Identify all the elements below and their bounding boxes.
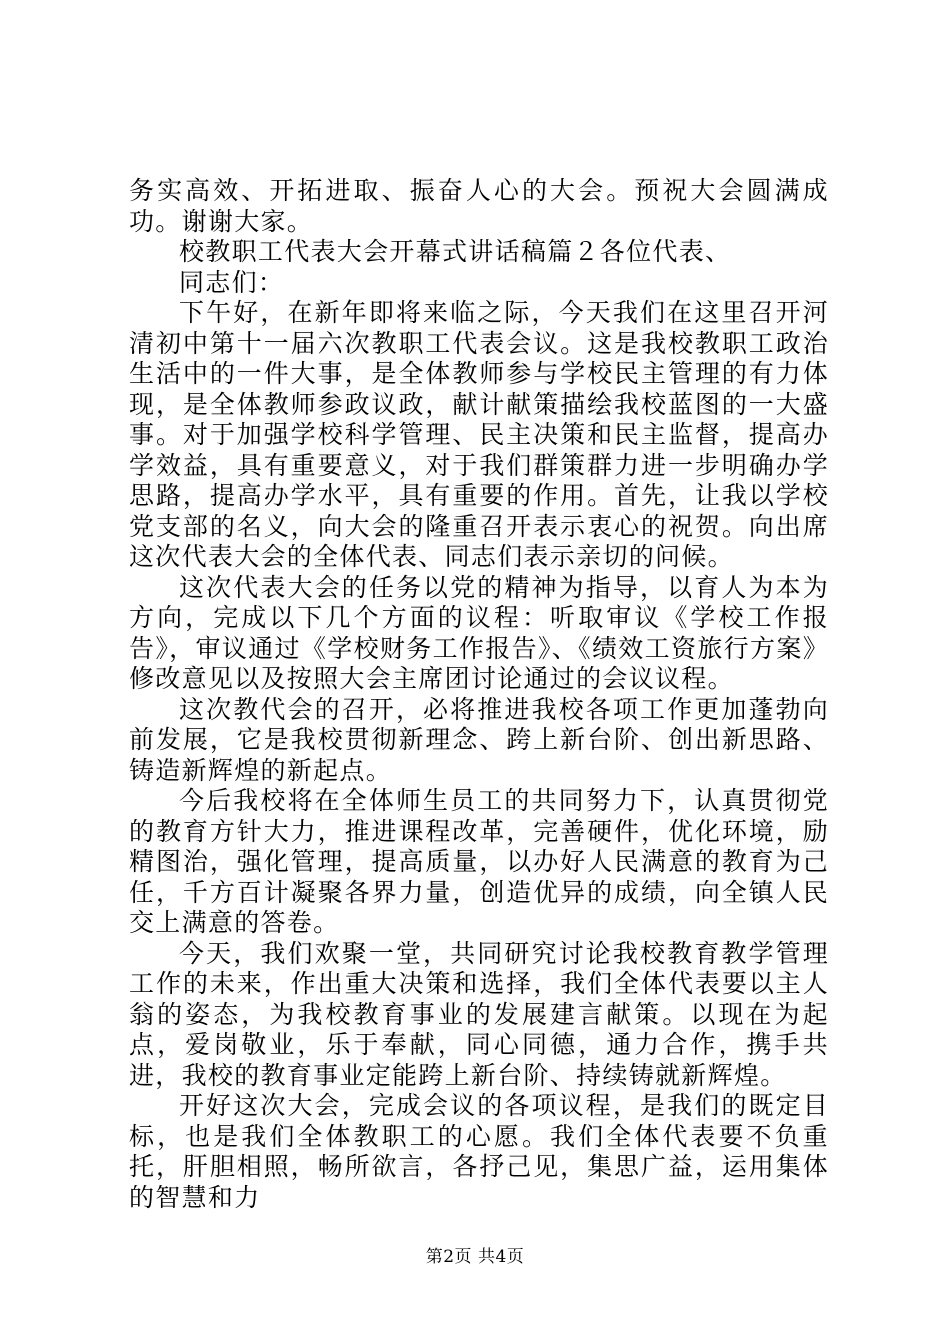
speech-body [129, 176, 829, 1213]
paragraph-speech-title: 校教职工代表大会开幕式讲话稿篇２各位代表、 [179, 237, 732, 266]
paragraph-goals: 开好这次大会，完成会议的各项议程，是我们的既定目标，也是我们全体教职工的心愿。我们全体代表要不负重托，肝胆相照，畅所欲言，各抒己见，集思广益，运用集体的智慧和力 [129, 1091, 829, 1212]
paragraph-continuation: 务实高效、开拓进取、振奋人心的大会。预祝大会圆满成功。谢谢大家。 [129, 176, 829, 236]
paragraph-future-work: 今后我校将在全体师生员工的共同努力下，认真贯彻党的教育方针大力，推进课程改革，完善硬件，优化环境，励精图治，强化管理，提高质量，以办好人民满意的教育为己任，千方百计凝聚各界力量，创造优异的成绩，向全镇人民交上满意的答卷。 [129, 786, 829, 937]
paragraph-salutation: 同志们： [179, 267, 285, 297]
paragraph-greeting: 下午好，在新年即将来临之际，今天我们在这里召开河清初中第十一届六次教职工代表会议。这是我校教职工政治生活中的一件大事，是全体教师参与学校民主管理的有力体现，是全体教师参政议政，献计献策描绘我校蓝图的一大盛事。对于加强学校科学管理、民主决策和民主监督，提高办学效益，具有重要意义，对于我们群策群力进一步明确办学思路，提高办学水平，具有重要的作用。首先，让我以学校党支部的名义，向大会的隆重召开表示衷心的祝贺。向出席这次代表大会的全体代表、同志们表示亲切的问候。 [129, 298, 829, 571]
paragraph-gathering: 今天，我们欢聚一堂，共同研究讨论我校教育教学管理工作的未来，作出重大决策和选择，我们全体代表要以主人翁的姿态，为我校教育事业的发展建言献策。以现在为起点，爱岗敬业，乐于奉献，同心同德，通力合作，携手共进，我校的教育事业定能跨上新台阶、持续铸就新辉煌。 [129, 938, 829, 1090]
paragraph-agenda: 这次代表大会的任务以党的精神为指导，以育人为本为方向，完成以下几个方面的议程：听取审议《学校工作报告》，审议通过《学校财务工作报告》、《绩效工资旅行方案》修改意见以及按照大会主席团讨论通过的会议议程。 [129, 572, 829, 693]
page-number-footer: 第2页 共4页 [425, 1247, 525, 1267]
paragraph-significance: 这次教代会的召开，必将推进我校各项工作更加蓬勃向前发展，它是我校贯彻新理念、跨上新台阶、创出新思路、铸造新辉煌的新起点。 [129, 694, 829, 785]
